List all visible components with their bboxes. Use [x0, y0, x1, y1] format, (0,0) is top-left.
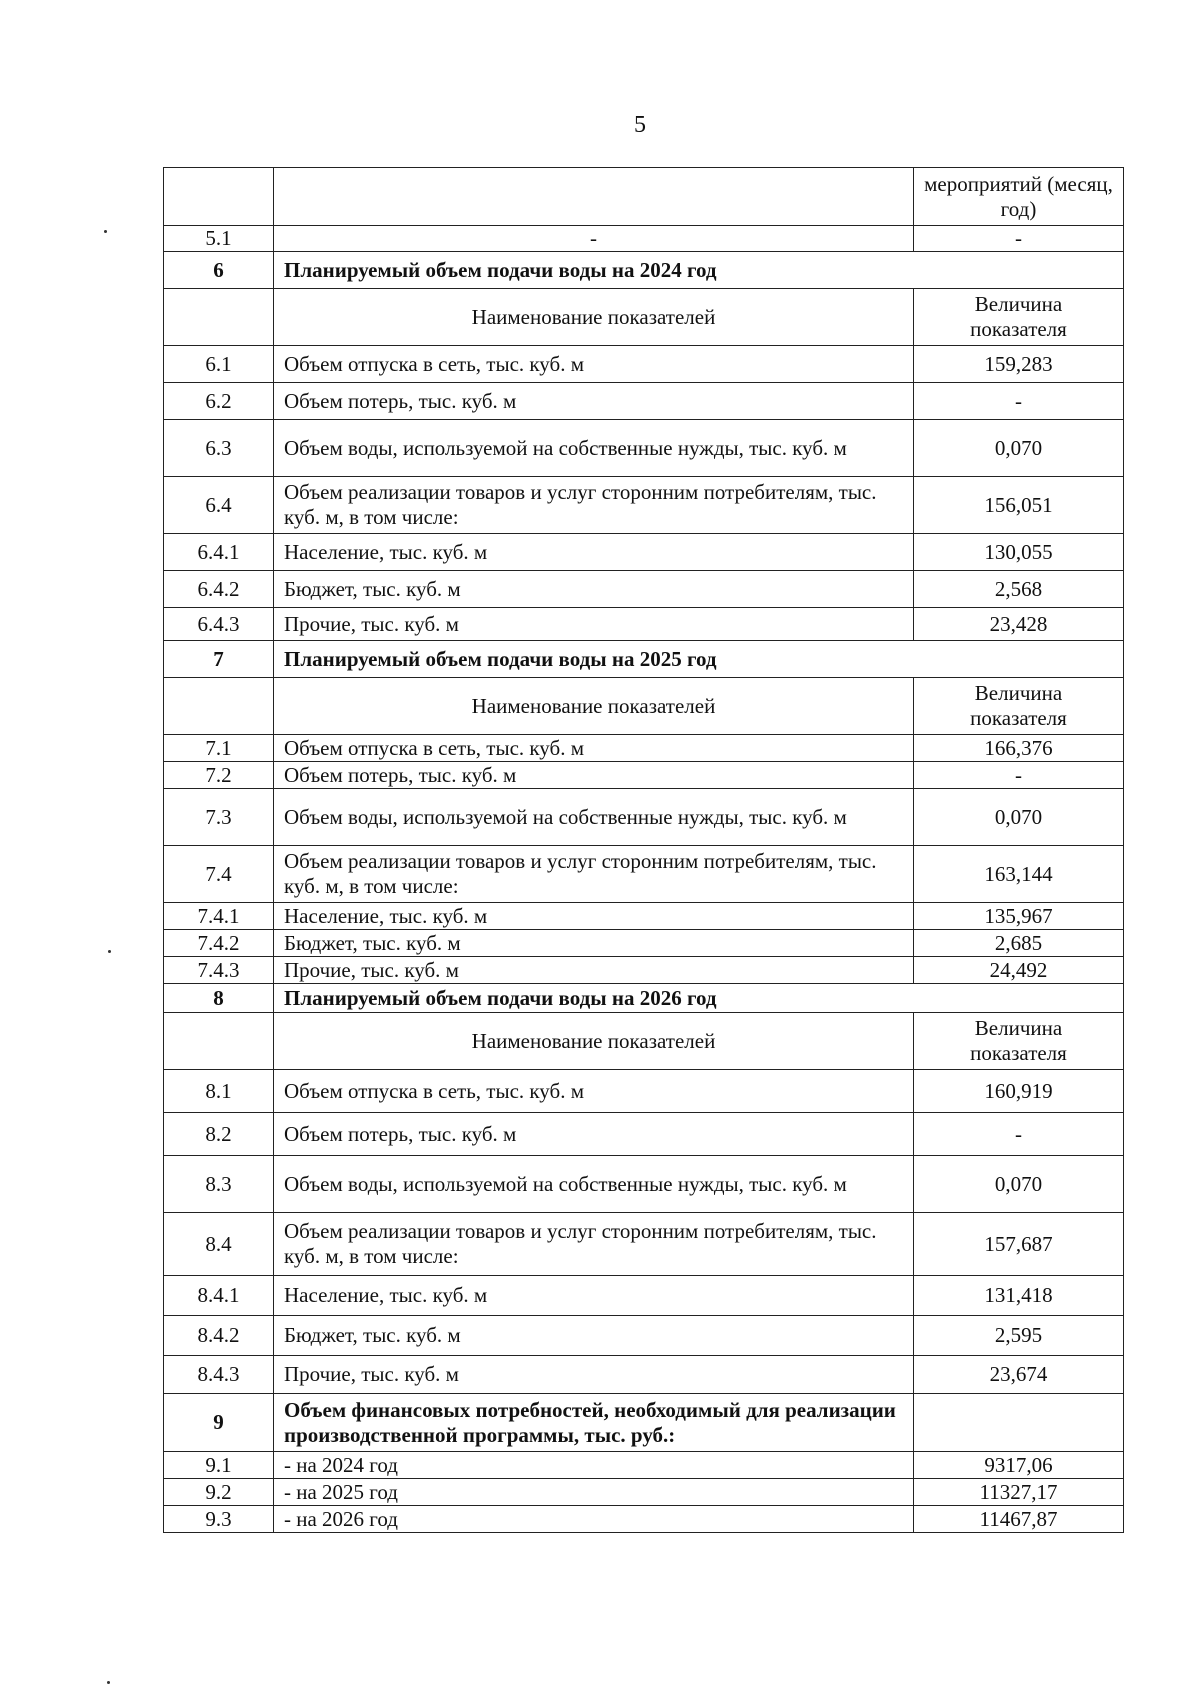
- empty-cell: [164, 1013, 274, 1070]
- row-name: Объем воды, используемой на собственные нужды, тыс. куб. м: [274, 420, 914, 477]
- row-value: 157,687: [914, 1213, 1124, 1276]
- row-name: Население, тыс. куб. м: [274, 903, 914, 930]
- column-header-row: [164, 1013, 1124, 1070]
- row-name: Объем реализации товаров и услуг сторонним потребителям, тыс. куб. м, в том числе:: [274, 1213, 914, 1276]
- row-number: 6.2: [164, 383, 274, 420]
- row-number: 8.4.2: [164, 1316, 274, 1356]
- row-value: 159,283: [914, 346, 1124, 383]
- row-number: 9.1: [164, 1452, 274, 1479]
- row-name: Прочие, тыс. куб. м: [274, 608, 914, 641]
- column-header-value: Величина показателя: [914, 678, 1124, 735]
- row-name: Прочие, тыс. куб. м: [274, 957, 914, 984]
- table-row: [164, 1276, 1124, 1316]
- row-value: -: [914, 383, 1124, 420]
- row-number: 7.4: [164, 846, 274, 903]
- row-name: Прочие, тыс. куб. м: [274, 1356, 914, 1394]
- table-row: [164, 608, 1124, 641]
- empty-cell: [914, 1394, 1124, 1452]
- table-row: [164, 1213, 1124, 1276]
- row-value: 0,070: [914, 420, 1124, 477]
- row-number: 7.4.2: [164, 930, 274, 957]
- table-row: [164, 477, 1124, 534]
- row-number: 7.3: [164, 789, 274, 846]
- row-value: 163,144: [914, 846, 1124, 903]
- table-row: [164, 571, 1124, 608]
- row-value: 156,051: [914, 477, 1124, 534]
- table-row: [164, 957, 1124, 984]
- column-header-name: Наименование показателей: [274, 289, 914, 346]
- section-title: Объем финансовых потребностей, необходимый для реализации производственной программы, тыс. руб.:: [274, 1394, 914, 1452]
- row-value: 160,919: [914, 1070, 1124, 1113]
- row-number: 9.3: [164, 1506, 274, 1533]
- row-number: 7.1: [164, 735, 274, 762]
- row-name: -: [274, 226, 914, 252]
- table-row: [164, 930, 1124, 957]
- row-number: 7.2: [164, 762, 274, 789]
- row-value: 2,685: [914, 930, 1124, 957]
- table-row: [164, 1070, 1124, 1113]
- program-table: [163, 167, 1124, 1533]
- table-row: [164, 1479, 1124, 1506]
- table-row: [164, 226, 1124, 252]
- row-name: Население, тыс. куб. м: [274, 1276, 914, 1316]
- row-number: 9.2: [164, 1479, 274, 1506]
- section-title: Планируемый объем подачи воды на 2026 год: [274, 984, 1124, 1013]
- row-name: Объем воды, используемой на собственные нужды, тыс. куб. м: [274, 789, 914, 846]
- row-name: Объем реализации товаров и услуг сторонним потребителям, тыс. куб. м, в том числе:: [274, 846, 914, 903]
- row-value: 130,055: [914, 534, 1124, 571]
- column-header-name: Наименование показателей: [274, 678, 914, 735]
- scan-speck: [104, 230, 107, 233]
- row-value: 11327,17: [914, 1479, 1124, 1506]
- section-number: 8: [164, 984, 274, 1013]
- row-number: 6.4.3: [164, 608, 274, 641]
- row-value: 0,070: [914, 1156, 1124, 1213]
- row-value: 11467,87: [914, 1506, 1124, 1533]
- continuation-header-row: [164, 168, 1124, 226]
- row-name: Объем отпуска в сеть, тыс. куб. м: [274, 346, 914, 383]
- empty-cell: [164, 168, 274, 226]
- section-title-row: [164, 252, 1124, 289]
- row-value: 2,595: [914, 1316, 1124, 1356]
- row-number: 8.2: [164, 1113, 274, 1156]
- row-value: 135,967: [914, 903, 1124, 930]
- row-number: 6.1: [164, 346, 274, 383]
- section-number: 9: [164, 1394, 274, 1452]
- column-header-dates: мероприятий (месяц, год): [914, 168, 1124, 226]
- scan-speck: [108, 950, 111, 953]
- table-row: [164, 1156, 1124, 1213]
- row-number: 6.4.1: [164, 534, 274, 571]
- column-header-row: [164, 289, 1124, 346]
- table-row: [164, 1506, 1124, 1533]
- table-row: [164, 762, 1124, 789]
- section-title: Планируемый объем подачи воды на 2024 год: [274, 252, 1124, 289]
- row-name: Объем отпуска в сеть, тыс. куб. м: [274, 1070, 914, 1113]
- row-name: Бюджет, тыс. куб. м: [274, 1316, 914, 1356]
- section-number: 7: [164, 641, 274, 678]
- row-number: 8.4.1: [164, 1276, 274, 1316]
- table-row: [164, 383, 1124, 420]
- table-row: [164, 346, 1124, 383]
- row-name: Объем отпуска в сеть, тыс. куб. м: [274, 735, 914, 762]
- empty-cell: [274, 168, 914, 226]
- scan-speck: [107, 1681, 110, 1684]
- row-number: 8.4.3: [164, 1356, 274, 1394]
- table-row: [164, 534, 1124, 571]
- table-row: [164, 420, 1124, 477]
- row-value: 9317,06: [914, 1452, 1124, 1479]
- row-number: 6.4.2: [164, 571, 274, 608]
- column-header-name: Наименование показателей: [274, 1013, 914, 1070]
- column-header-row: [164, 678, 1124, 735]
- table-row: [164, 903, 1124, 930]
- row-value: 23,674: [914, 1356, 1124, 1394]
- row-name: Объем воды, используемой на собственные нужды, тыс. куб. м: [274, 1156, 914, 1213]
- row-number: 5.1: [164, 226, 274, 252]
- table-row: [164, 789, 1124, 846]
- row-name: Население, тыс. куб. м: [274, 534, 914, 571]
- row-value: 23,428: [914, 608, 1124, 641]
- row-name: Объем потерь, тыс. куб. м: [274, 1113, 914, 1156]
- row-name: Объем потерь, тыс. куб. м: [274, 762, 914, 789]
- row-name: - на 2026 год: [274, 1506, 914, 1533]
- row-value: -: [914, 762, 1124, 789]
- row-value: -: [914, 226, 1124, 252]
- row-number: 8.4: [164, 1213, 274, 1276]
- row-number: 8.1: [164, 1070, 274, 1113]
- table-row: [164, 1316, 1124, 1356]
- empty-cell: [164, 678, 274, 735]
- column-header-value: Величина показателя: [914, 1013, 1124, 1070]
- row-value: 2,568: [914, 571, 1124, 608]
- row-number: 6.3: [164, 420, 274, 477]
- row-number: 6.4: [164, 477, 274, 534]
- row-name: - на 2025 год: [274, 1479, 914, 1506]
- row-value: -: [914, 1113, 1124, 1156]
- row-name: Бюджет, тыс. куб. м: [274, 571, 914, 608]
- row-value: 0,070: [914, 789, 1124, 846]
- row-value: 24,492: [914, 957, 1124, 984]
- row-number: 7.4.3: [164, 957, 274, 984]
- page-number: 5: [634, 112, 646, 138]
- row-name: Объем реализации товаров и услуг сторонним потребителям, тыс. куб. м, в том числе:: [274, 477, 914, 534]
- empty-cell: [164, 289, 274, 346]
- column-header-value: Величина показателя: [914, 289, 1124, 346]
- section-title: Планируемый объем подачи воды на 2025 год: [274, 641, 1124, 678]
- row-number: 8.3: [164, 1156, 274, 1213]
- table-row: [164, 1452, 1124, 1479]
- row-number: 7.4.1: [164, 903, 274, 930]
- row-name: - на 2024 год: [274, 1452, 914, 1479]
- table-row: [164, 846, 1124, 903]
- section-title-row: [164, 984, 1124, 1013]
- row-name: Бюджет, тыс. куб. м: [274, 930, 914, 957]
- table-row: [164, 1356, 1124, 1394]
- section-number: 6: [164, 252, 274, 289]
- section-title-row: [164, 1394, 1124, 1452]
- row-value: 166,376: [914, 735, 1124, 762]
- table-row: [164, 1113, 1124, 1156]
- table-row: [164, 735, 1124, 762]
- row-value: 131,418: [914, 1276, 1124, 1316]
- row-name: Объем потерь, тыс. куб. м: [274, 383, 914, 420]
- section-title-row: [164, 641, 1124, 678]
